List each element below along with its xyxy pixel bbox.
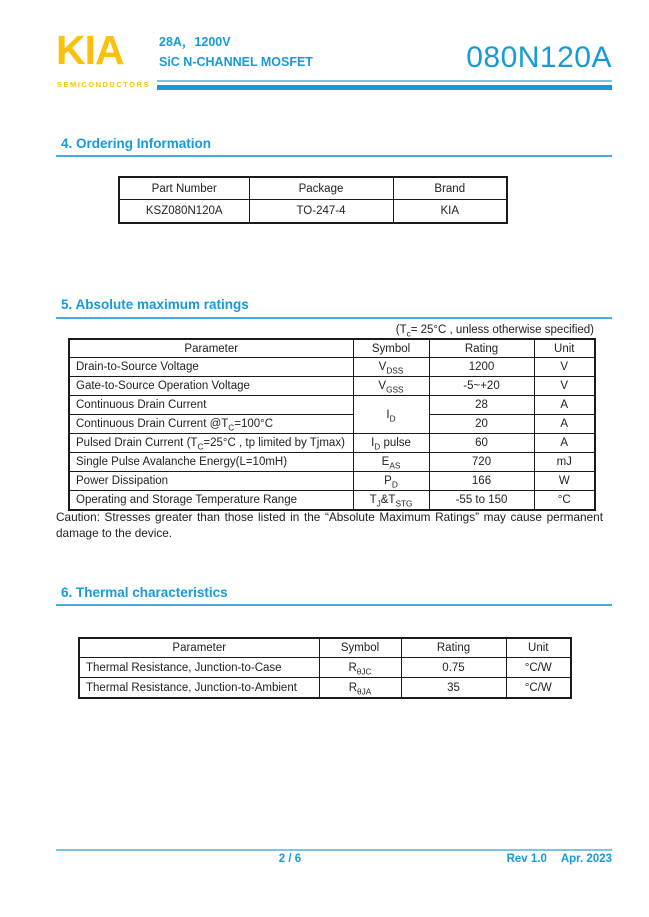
column-header: Rating (429, 339, 534, 358)
text-segment: V (560, 380, 569, 392)
text-segment: A (560, 399, 569, 411)
text-segment: A (560, 437, 569, 449)
section-rule-absmax (56, 317, 612, 319)
text-segment: V (560, 361, 569, 373)
caution-text: Caution: Stresses greater than those listed in the “Absolute Maximum Ratings” may cause permanent damage to the device. (56, 510, 603, 540)
table-cell (534, 377, 595, 396)
header-divider-thick (157, 85, 612, 90)
text-segment: 1200 (468, 361, 495, 373)
section-rule-thermal (56, 604, 612, 606)
subscript-text: STG (395, 499, 413, 509)
subscript-text: C (197, 442, 204, 452)
table-header-row (119, 177, 507, 200)
table-cell (393, 200, 507, 224)
table-cell (249, 200, 393, 224)
header-divider-thin (157, 80, 612, 82)
table-row (69, 491, 595, 511)
text-segment: 166 (471, 475, 492, 487)
table-row (69, 472, 595, 491)
subscript-text: AS (389, 461, 401, 471)
table-row (69, 453, 595, 472)
column-header: Unit (506, 638, 571, 658)
table-cell (353, 453, 429, 472)
text-segment: E (381, 456, 390, 468)
table-row (69, 396, 595, 415)
text-segment: °C/W (524, 681, 552, 694)
table-cell (69, 434, 353, 453)
text-segment: 35 (447, 681, 460, 694)
text-segment: Drain-to-Source Voltage (76, 361, 199, 373)
table-cell (319, 658, 401, 678)
table-cell (79, 658, 319, 678)
table-header-row (69, 339, 595, 358)
part-number-title: 080N120A (466, 41, 612, 74)
text-segment: Pulsed Drain Current (T (76, 437, 198, 449)
text-segment: (T (395, 324, 407, 336)
table-cell (353, 396, 429, 434)
table-row (69, 434, 595, 453)
device-rating-line: 28A，1200V (159, 35, 231, 49)
text-segment: P (384, 475, 392, 487)
table-cell (79, 678, 319, 699)
absolute-maximum-ratings-table (68, 338, 596, 511)
table-row (79, 678, 571, 699)
subscript-text: GSS (386, 385, 404, 395)
text-segment: &T (380, 494, 396, 506)
column-header: Symbol (353, 339, 429, 358)
section-title-absmax: 5. Absolute maximum ratings (61, 297, 249, 312)
column-header: Parameter (69, 339, 353, 358)
subscript-text: C (228, 423, 235, 433)
text-segment: Continuous Drain Current (76, 399, 207, 411)
text-segment: pulse (380, 437, 411, 449)
text-segment: °C (557, 494, 571, 506)
table-cell (319, 678, 401, 699)
text-segment: Operating and Storage Temperature Range (76, 494, 297, 506)
table-cell (534, 472, 595, 491)
page-number: 2 / 6 (278, 853, 302, 865)
text-segment: Continuous Drain Current @T (76, 418, 229, 430)
device-type-line: SiC N-CHANNEL MOSFET (159, 55, 313, 69)
table-cell (119, 200, 249, 224)
subscript-text: J (376, 499, 381, 509)
text-segment: Single Pulse Avalanche Energy(L=10mH) (76, 456, 288, 468)
thermal-characteristics-table (78, 637, 572, 699)
table-cell (353, 491, 429, 511)
text-segment: I (371, 437, 375, 449)
table-cell (534, 396, 595, 415)
device-subtitle (159, 36, 313, 69)
revision-date: Apr. 2023 (560, 853, 612, 865)
kia-logo-subtext: SEMICONDUCTORS (57, 80, 150, 89)
table-cell (353, 472, 429, 491)
table-cell (429, 415, 534, 434)
text-segment: °C/W (524, 661, 552, 674)
column-header: Part Number (119, 177, 249, 200)
table-cell (69, 472, 353, 491)
kia-logo: KIA (56, 27, 124, 73)
text-segment: -55 to 150 (455, 494, 508, 506)
table-cell (429, 491, 534, 511)
text-segment: V (378, 380, 387, 392)
conditions-note (395, 324, 594, 339)
text-segment: R (348, 661, 357, 674)
table-cell (429, 358, 534, 377)
text-segment: Gate-to-Source Operation Voltage (76, 380, 250, 392)
table-cell (401, 658, 506, 678)
text-segment: W (558, 475, 570, 487)
revision-label: Rev 1.0 (506, 853, 547, 865)
table-cell (69, 453, 353, 472)
text-segment: = 25°C , unless otherwise specified) (410, 324, 594, 336)
table-cell (534, 453, 595, 472)
table-cell (429, 472, 534, 491)
text-segment: Thermal Resistance, Junction-to-Ambient (86, 681, 297, 694)
table-row (119, 200, 507, 224)
text-segment: 28 (475, 399, 488, 411)
text-segment: A (560, 418, 569, 430)
text-segment: KIA (440, 205, 460, 217)
subscript-text: DSS (386, 366, 404, 376)
table-cell (534, 434, 595, 453)
table-cell (69, 396, 353, 415)
table-cell (69, 358, 353, 377)
text-segment: -5~+20 (463, 380, 500, 392)
text-segment: mJ (556, 456, 572, 468)
table-row (69, 358, 595, 377)
column-header: Brand (393, 177, 507, 200)
table-cell (429, 453, 534, 472)
text-segment: 720 (471, 456, 492, 468)
table-cell (534, 491, 595, 511)
subscript-text: D (389, 413, 396, 423)
text-segment: TO-247-4 (296, 205, 346, 217)
table-cell (353, 377, 429, 396)
text-segment: R (348, 681, 358, 694)
table-row (69, 377, 595, 396)
revision-info (507, 853, 612, 865)
section-rule-ordering (56, 155, 612, 157)
table-cell (353, 358, 429, 377)
text-segment: T (369, 494, 377, 506)
section-title-ordering: 4. Ordering Information (61, 136, 212, 151)
table-cell (69, 377, 353, 396)
subscript-text: D (391, 480, 398, 490)
ordering-table (118, 176, 508, 224)
column-header: Unit (534, 339, 595, 358)
text-segment: =100°C (234, 418, 274, 430)
text-segment: KSZ080N120A (145, 205, 223, 217)
text-segment: Power Dissipation (76, 475, 169, 487)
section-title-thermal: 6. Thermal characteristics (61, 585, 228, 600)
table-cell (506, 658, 571, 678)
text-segment: =25°C , tp limited by Tjmax) (203, 437, 345, 449)
footer-divider (56, 849, 612, 851)
text-segment: V (378, 361, 387, 373)
subscript-text: θJC (356, 666, 372, 676)
table-row (69, 415, 595, 434)
table-cell (534, 415, 595, 434)
text-segment: I (386, 408, 390, 421)
subscript-text: D (374, 442, 381, 452)
text-segment: 0.75 (442, 661, 465, 674)
table-cell (429, 377, 534, 396)
column-header: Package (249, 177, 393, 200)
column-header: Parameter (79, 638, 319, 658)
subscript-text: θJA (357, 686, 372, 696)
text-segment: Thermal Resistance, Junction-to-Case (86, 661, 282, 674)
table-cell (401, 678, 506, 699)
text-segment: 20 (475, 418, 488, 430)
table-row (79, 658, 571, 678)
table-cell (429, 396, 534, 415)
table-cell (429, 434, 534, 453)
text-segment: 60 (475, 437, 488, 449)
table-cell (353, 434, 429, 453)
subscript-text: c (406, 329, 411, 339)
table-cell (506, 678, 571, 699)
table-cell (69, 491, 353, 511)
table-cell (534, 358, 595, 377)
column-header: Symbol (319, 638, 401, 658)
table-header-row (79, 638, 571, 658)
column-header: Rating (401, 638, 506, 658)
table-cell (69, 415, 353, 434)
